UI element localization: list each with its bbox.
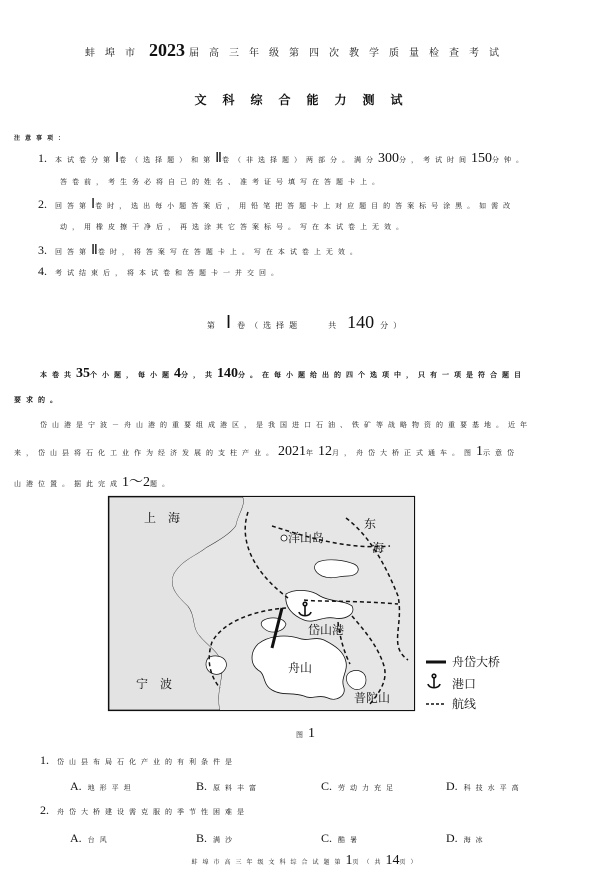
section-1-heading: 第 Ⅰ 卷（选择题 共 140 分） — [206, 312, 407, 332]
page-footer: 蚌埠市高三年级文科综合试题第1页（共14页） — [191, 853, 422, 868]
note-item-2: 2. 回答第Ⅰ卷时，选出每小题答案后，用铅笔把答题卡上对应题目的答案标号涂黑。如需改 — [38, 197, 516, 212]
note-item-1: 1. 本试卷分第Ⅰ卷（选择题）和第Ⅱ卷（非选择题）两部分。满分300分，考试时间150分钟。 — [38, 151, 529, 166]
q1-option-c: C. 劳动力充足 — [321, 779, 399, 793]
passage-line2: 来，岱山县将石化工业作为经济发展的支柱产业。2021年12月，舟岱大桥正式通车。图1示意岱 — [14, 444, 519, 459]
label-daishan-port: 岱山港 — [308, 623, 345, 637]
figure-caption: 图1 — [296, 726, 315, 741]
exam-year: 2023 — [149, 40, 185, 60]
label-zhoushan: 舟山 — [288, 661, 313, 675]
q2-option-c: C. 酷暑 — [321, 831, 363, 845]
map-legend — [426, 654, 500, 711]
passage-line1: 岱山港是宁波－舟山港的重要组成港区，是我国进口石油、铁矿等战略物资的重要基地。近年 — [40, 421, 532, 429]
question-1-stem: 1. 岱山县布局石化产业的有利条件是 — [40, 753, 237, 767]
label-shanghai: 上 海 — [144, 511, 181, 525]
legend-bridge-label: 舟岱大桥 — [452, 655, 501, 669]
label-yangshan: 洋山岛 — [288, 531, 325, 545]
note-item-2-line2: 动，用橡皮擦干净后，再选涂其它答案标号。写在本试卷上无效。 — [60, 223, 408, 231]
notes-heading: 注意事项： — [14, 135, 70, 142]
question-2-stem: 2. 舟岱大桥建设需克服的季节性困难是 — [40, 803, 249, 817]
exam-title — [85, 40, 509, 61]
q1-option-a: A. 地形平坦 — [70, 779, 136, 793]
passage-line3: 山港位置。据此完成1～2题。 — [14, 475, 174, 490]
figure-1-map — [108, 496, 501, 711]
label-donghai-2: 海 — [372, 541, 385, 555]
q2-option-b: B. 满沙 — [196, 831, 238, 845]
q2-option-d: D. 海冰 — [446, 831, 488, 845]
note-item-1-line2: 答卷前，考生务必将自己的姓名、准考证号填写在答题卡上。 — [60, 178, 384, 186]
label-donghai-1: 东 — [364, 517, 377, 531]
legend-route-label: 航线 — [452, 697, 477, 711]
subject-title: 文科综合能力测试 — [194, 93, 419, 107]
q2-option-a: A. 台风 — [70, 831, 112, 845]
exam-title-pre: 蚌埠市 — [85, 48, 145, 59]
legend-port-label: 港口 — [452, 677, 477, 691]
q1-option-d: D. 科技水平高 — [446, 779, 524, 793]
instructions-line2: 要求的。 — [14, 395, 62, 404]
legend-port-icon — [428, 674, 440, 688]
q1-option-b: B. 原料丰富 — [196, 779, 262, 793]
label-ningbo: 宁 波 — [136, 677, 173, 691]
yangshan-island — [281, 535, 287, 541]
note-item-4: 4. 考试结束后，将本试卷和答题卡一并交回。 — [38, 264, 283, 278]
label-putuoshan: 普陀山 — [354, 691, 391, 705]
note-item-3: 3. 回答第Ⅱ卷时，将答案写在答题卡上。写在本试卷上无效。 — [38, 243, 362, 258]
exam-title-post: 届高三年级第四次教学质量检查考试 — [189, 48, 509, 59]
instructions-line1: 本卷共35个小题，每小题4分，共140分。在每小题给出的四个选项中，只有一项是符合题目 — [40, 366, 526, 381]
